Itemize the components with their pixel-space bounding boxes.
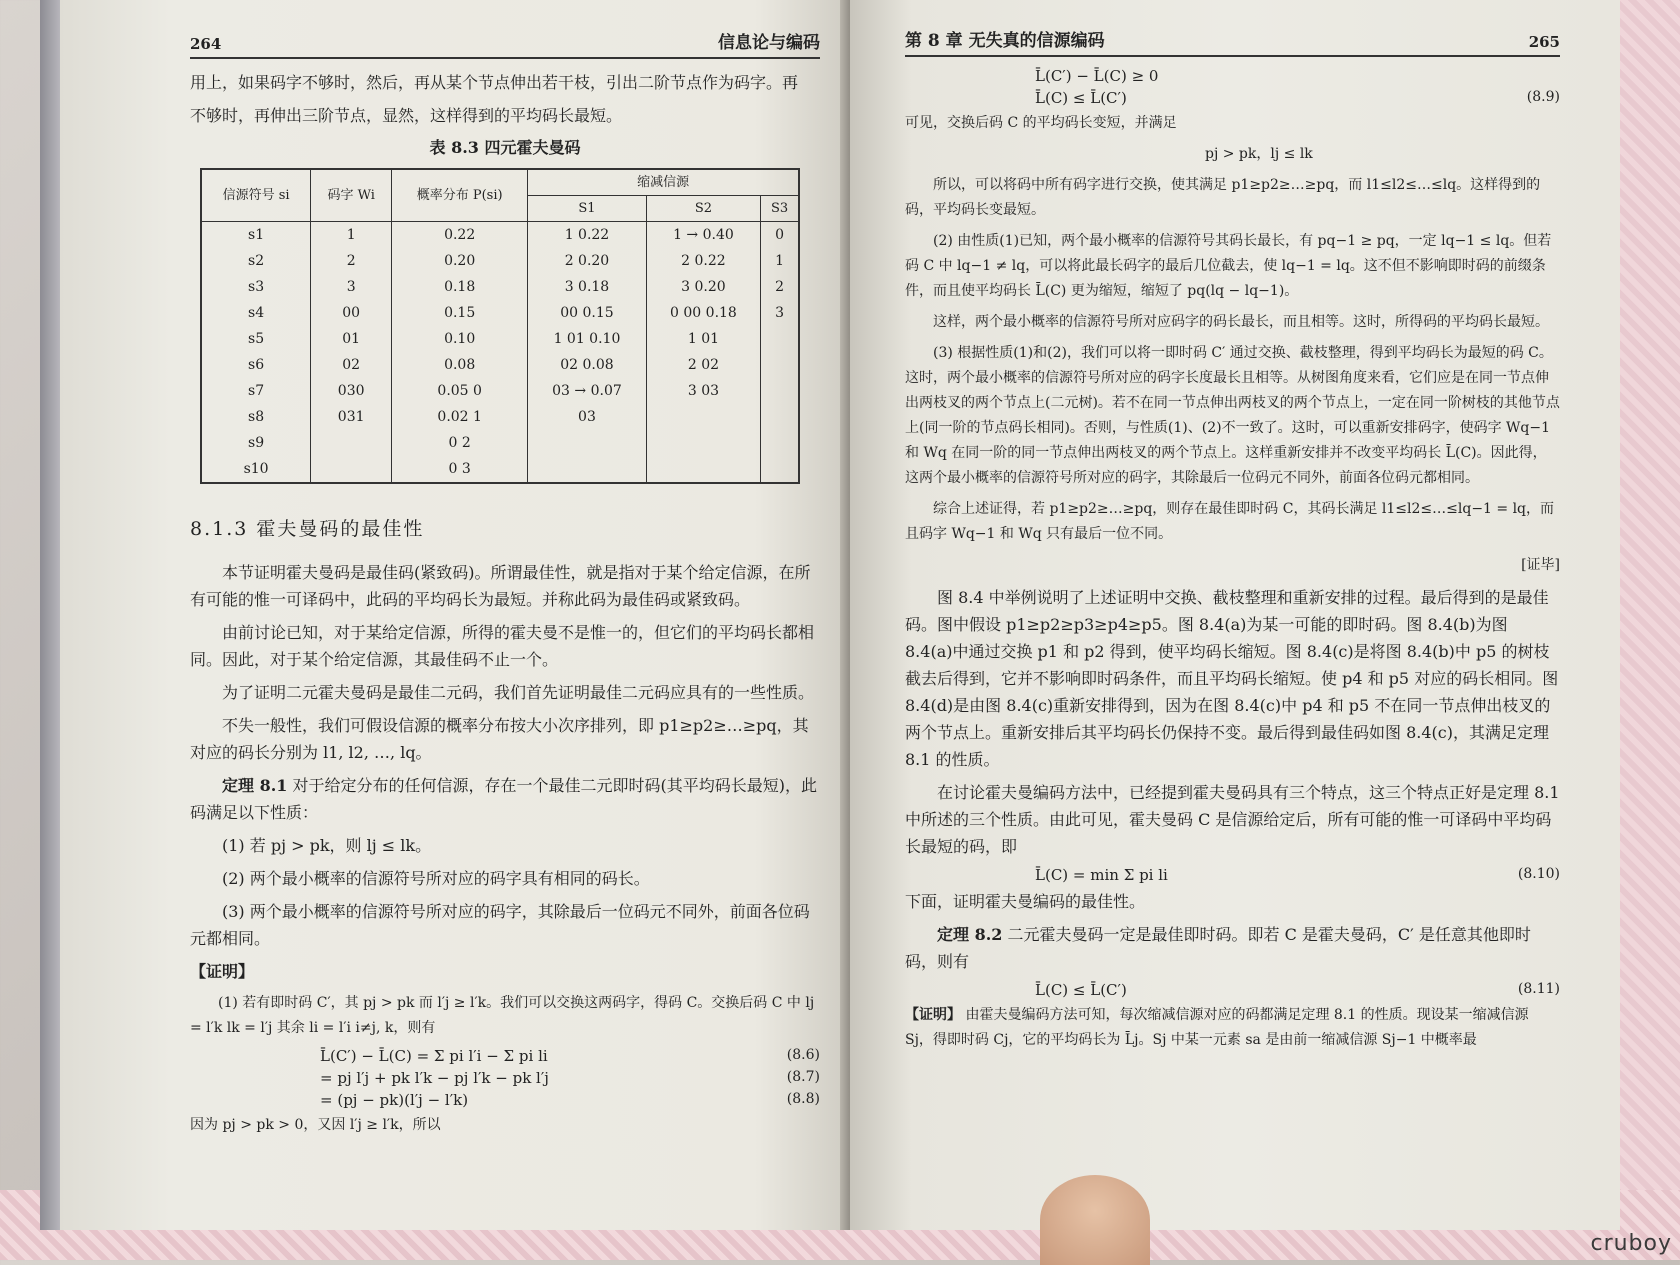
table-header: 缩减信源	[528, 169, 799, 196]
paragraph: 下面，证明霍夫曼编码的最佳性。	[905, 892, 1146, 911]
last-line: 因为 pj > pk > 0，又因 l′j ≥ l′k，所以	[190, 1117, 441, 1133]
table-cell: 1 → 0.40	[646, 222, 760, 249]
theorem-text: 对于给定分布的任何信源，存在一个最佳二元即时码(其平均码长最短)，此码满足以下性质：	[190, 776, 818, 822]
table-cell: s7	[201, 378, 311, 404]
proof-label: 【证明】	[905, 1007, 961, 1023]
right-page-header	[905, 26, 1560, 57]
table-cell: 00	[311, 300, 392, 326]
left-page	[60, 0, 850, 1230]
table-cell: 01	[311, 326, 392, 352]
paragraph: (2) 由性质(1)已知，两个最小概率的信源符号其码长最长，有 pq−1 ≥ pq，一定 lq−1 ≤ lq。但若码 C 中 lq−1 ≠ lq，可以将此最长码字的最后几位截去，使 lq−1 = lq。这不但不影响即时码的前缀条件，而且使平均码长 L̄(C) 更为缩短，缩短了 pq(lq − lq−1)。	[905, 233, 1552, 299]
table-row	[201, 248, 799, 274]
table-cell: s5	[201, 326, 311, 352]
qed-mark: [证毕]	[1521, 557, 1560, 573]
paragraph: 由前讨论已知，对于某给定信源，所得的霍夫曼不是惟一的，但它们的平均码长都相同。因此，对于某个给定信源，其最佳码不止一个。	[190, 623, 815, 669]
table-cell: 0.05 0	[392, 378, 528, 404]
thumb-finger	[1040, 1175, 1150, 1265]
equation-number: (8.7)	[786, 1069, 820, 1085]
table-cell: 0.22	[392, 222, 528, 249]
proof-text: (1) 若有即时码 C′，其 pj > pk 而 l′j ≥ l′k。我们可以交换这两码字，得码 C。交换后码 C 中 lj = l′k lk = l′j 其余 li = l′i i≠j, k，则有	[190, 995, 815, 1036]
intro-line: 用上，如果码字不够时，然后，再从某个节点伸出若干枝，引出二阶节点作为码字。再	[190, 73, 799, 92]
table-row	[201, 404, 799, 430]
table-row	[201, 326, 799, 352]
running-title: 第 8 章 无失真的信源编码	[905, 31, 1105, 51]
property: (1) 若 pj > pk，则 lj ≤ lk。	[222, 836, 432, 855]
table-cell: 3 0.20	[646, 274, 760, 300]
table-cell: 0 3	[392, 456, 528, 483]
table-cell: 0 00 0.18	[646, 300, 760, 326]
table-cell: 02 0.08	[528, 352, 647, 378]
paragraph: 图 8.4 中举例说明了上述证明中交换、截枝整理和重新安排的过程。最后得到的是最佳码。图中假设 p1≥p2≥p3≥p4≥p5。图 8.4(a)为某一可能的即时码。图 8.4(b)为图 8.4(a)中通过交换 p1 和 p2 得到，使平均码长缩短。图 8.4(c)是将图 8.4(b)中 p5 的树枝截去后得到，它并不影响即时码条件，而且平均码长缩短。使 p4 和 p5 对应的码长相同。图 8.4(d)是由图 8.4(c)重新安排得到，因为在图 8.4(c)中 p4 和 p5 不在同一节点伸出枝叉的两个节点上。重新安排后其平均码长仍保持不变。最后得到最佳码如图 8.4(c)，其满足定理 8.1 的性质。	[905, 588, 1559, 769]
proof	[905, 1003, 1560, 1053]
paragraph: (3) 根据性质(1)和(2)，我们可以将一即时码 C′ 通过交换、截枝整理，得到平均码长为最短的码 C。这时，两个最小概率的信源符号所对应的码字长度最长且相等。从树图角度来看，它们应是在同一节点伸出两枝叉的两个节点上(二元树)。若不在同一节点伸出两枝叉的两个节点上，一定在同一阶树枝的其他节点上(同一阶的节点码长相同)。否则，与性质(1)、(2)不一致了。这时，可以重新安排码字，使码字 Wq−1 和 Wq 在同一阶的同一节点伸出两枝叉的两个节点上。这样重新安排并不改变平均码长 L̄(C)。因此得，这两个最小概率的信源符号所对应的码字，其除最后一位码元不同外，前面各位码元都相同。	[905, 345, 1560, 486]
paragraph: 这样，两个最小概率的信源符号所对应码字的码长最长，而且相等。这时，所得码的平均码长最短。	[933, 314, 1549, 330]
equation-number: (8.8)	[786, 1091, 820, 1107]
table-caption: 表 8.3 四元霍夫曼码	[429, 138, 581, 157]
equation	[190, 1069, 820, 1087]
table-cell: 00 0.15	[528, 300, 647, 326]
table-body	[201, 222, 799, 484]
theorem	[190, 772, 820, 826]
equation	[905, 67, 1560, 85]
table-cell: 2 02	[646, 352, 760, 378]
table-cell	[311, 430, 392, 456]
paragraph: 本节证明霍夫曼码是最佳码(紧致码)。所谓最佳性，就是指对于某个给定信源，在所有可能的惟一可译码中，此码的平均码长为最短。并称此码为最佳码或紧致码。	[190, 563, 811, 609]
equation-text: L̄(C′) − L̄(C) = Σ pi l′i − Σ pi li	[320, 1047, 548, 1065]
table-row	[201, 274, 799, 300]
table-cell: s2	[201, 248, 311, 274]
table-cell	[761, 430, 799, 456]
table-cell: 03 → 0.07	[528, 378, 647, 404]
table-cell: 0.10	[392, 326, 528, 352]
equation-text: L̄(C) = min Σ pi li	[1035, 866, 1168, 884]
table-cell	[761, 404, 799, 430]
table-cell: 0	[761, 222, 799, 249]
paragraph: 综合上述证得，若 p1≥p2≥…≥pq，则存在最佳即时码 C，其码长满足 l1≤l2≤…≤lq−1 = lq，而且码字 Wq−1 和 Wq 只有最后一位不同。	[905, 501, 1555, 542]
page-number: 264	[190, 35, 222, 53]
paragraph: 为了证明二元霍夫曼码是最佳二元码，我们首先证明最佳二元码应具有的一些性质。	[222, 683, 815, 702]
table-cell	[761, 352, 799, 378]
equation-text: L̄(C) ≤ L̄(C′)	[1035, 981, 1127, 999]
equation-number: (8.9)	[1526, 89, 1560, 105]
table-cell: 02	[311, 352, 392, 378]
table-cell: 1 01	[646, 326, 760, 352]
huffman-table	[200, 168, 800, 484]
table-cell: 0 2	[392, 430, 528, 456]
table-cell: 03	[528, 404, 647, 430]
table-cell: 3 0.18	[528, 274, 647, 300]
equation	[190, 1047, 820, 1065]
paragraph: 在讨论霍夫曼编码方法中，已经提到霍夫曼码具有三个特点，这三个特点正好是定理 8.1 中所述的三个性质。由此可见，霍夫曼码 C 是信源给定后，所有可能的惟一可译码中平均码长最短的码，即	[905, 783, 1560, 856]
table-cell: 0.20	[392, 248, 528, 274]
table-cell: s4	[201, 300, 311, 326]
paragraph: 不失一般性，我们可假设信源的概率分布按大小次序排列，即 p1≥p2≥…≥pq，其对应的码长分别为 l1, l2, …, lq。	[190, 716, 809, 762]
table-cell: 030	[311, 378, 392, 404]
table-cell: 1	[761, 248, 799, 274]
equation	[905, 981, 1560, 999]
table-cell: 1 01 0.10	[528, 326, 647, 352]
equation-number: (8.10)	[1517, 866, 1560, 882]
table-header: 信源符号 si	[201, 169, 311, 222]
table-cell	[311, 456, 392, 483]
equation-text: L̄(C) ≤ L̄(C′)	[1035, 89, 1127, 107]
table-cell: 2 0.22	[646, 248, 760, 274]
table-cell: 3	[761, 300, 799, 326]
table-cell	[646, 404, 760, 430]
proof-text: 由霍夫曼编码方法可知，每次缩减信源对应的码都满足定理 8.1 的性质。现设某一缩减信源 Sj，得即时码 Cj，它的平均码长为 L̄j。Sj 中某一元素 sa 是由前一缩减信源 Sj−1 中概率最	[905, 1007, 1529, 1048]
theorem-label: 定理 8.1	[222, 776, 288, 795]
intro-line: 不够时，再伸出三阶节点，显然，这样得到的平均码长最短。	[190, 106, 623, 125]
equation-number: (8.11)	[1517, 981, 1560, 997]
equation-text: = pj l′j + pk l′k − pj l′k − pk l′j	[320, 1069, 549, 1087]
section-title: 8.1.3 霍夫曼码的最佳性	[190, 518, 425, 540]
table-cell: s8	[201, 404, 311, 430]
table-cell: s1	[201, 222, 311, 249]
table-cell	[761, 456, 799, 483]
paragraph: 所以，可以将码中所有码字进行交换，使其满足 p1≥p2≥…≥pq，而 l1≤l2≤…≤lq。这样得到的码，平均码长变最短。	[905, 177, 1541, 218]
table-cell	[646, 430, 760, 456]
table-row	[201, 430, 799, 456]
theorem	[905, 921, 1560, 975]
proof-label: 【证明】	[190, 962, 255, 981]
table-cell: 2	[311, 248, 392, 274]
left-page-header	[190, 28, 820, 59]
table-subheader: S2	[646, 196, 760, 222]
equation-number: (8.6)	[786, 1047, 820, 1063]
table-cell: 0.18	[392, 274, 528, 300]
property: (2) 两个最小概率的信源符号所对应的码字具有相同的码长。	[222, 869, 650, 888]
property: (3) 两个最小概率的信源符号所对应的码字，其除最后一位码元不同外，前面各位码元都相同。	[190, 902, 810, 948]
table-cell: s10	[201, 456, 311, 483]
table-cell: 0.02 1	[392, 404, 528, 430]
table-cell: 031	[311, 404, 392, 430]
table-cell	[528, 430, 647, 456]
theorem-text: 二元霍夫曼码一定是最佳即时码。即若 C 是霍夫曼码，C′ 是任意其他即时码，则有	[905, 925, 1531, 971]
table-cell: 3	[311, 274, 392, 300]
table-row	[201, 222, 799, 249]
table-cell	[528, 456, 647, 483]
table-row	[201, 300, 799, 326]
table-cell	[646, 456, 760, 483]
inline-formula: pj > pk，lj ≤ lk	[1205, 146, 1313, 162]
table-subheader: S1	[528, 196, 647, 222]
right-page	[850, 0, 1620, 1230]
equation-text: = (pj − pk)(l′j − l′k)	[320, 1091, 469, 1109]
table-cell: 1 0.22	[528, 222, 647, 249]
equation	[905, 89, 1560, 107]
table-subheader: S3	[761, 196, 799, 222]
table-header: 概率分布 P(si)	[392, 169, 528, 222]
paragraph: 可见，交换后码 C 的平均码长变短，并满足	[905, 115, 1177, 131]
table-cell: 0.15	[392, 300, 528, 326]
equation-text: L̄(C′) − L̄(C) ≥ 0	[1035, 67, 1159, 85]
table-row	[201, 378, 799, 404]
table-cell	[761, 378, 799, 404]
table-header: 码字 Wi	[311, 169, 392, 222]
equation	[905, 866, 1560, 884]
table-cell: 3 03	[646, 378, 760, 404]
watermark: cruboy	[1590, 1231, 1672, 1256]
table-cell: s6	[201, 352, 311, 378]
table-cell: 2	[761, 274, 799, 300]
table-cell: 2 0.20	[528, 248, 647, 274]
open-book	[40, 0, 1600, 1230]
table-cell	[761, 326, 799, 352]
page-number: 265	[1528, 33, 1560, 51]
running-title: 信息论与编码	[718, 33, 820, 53]
table-cell: 0.08	[392, 352, 528, 378]
table-cell: s3	[201, 274, 311, 300]
table-cell: 1	[311, 222, 392, 249]
table-row	[201, 456, 799, 483]
theorem-label: 定理 8.2	[937, 925, 1003, 944]
equation	[190, 1091, 820, 1109]
table-cell: s9	[201, 430, 311, 456]
table-row	[201, 352, 799, 378]
